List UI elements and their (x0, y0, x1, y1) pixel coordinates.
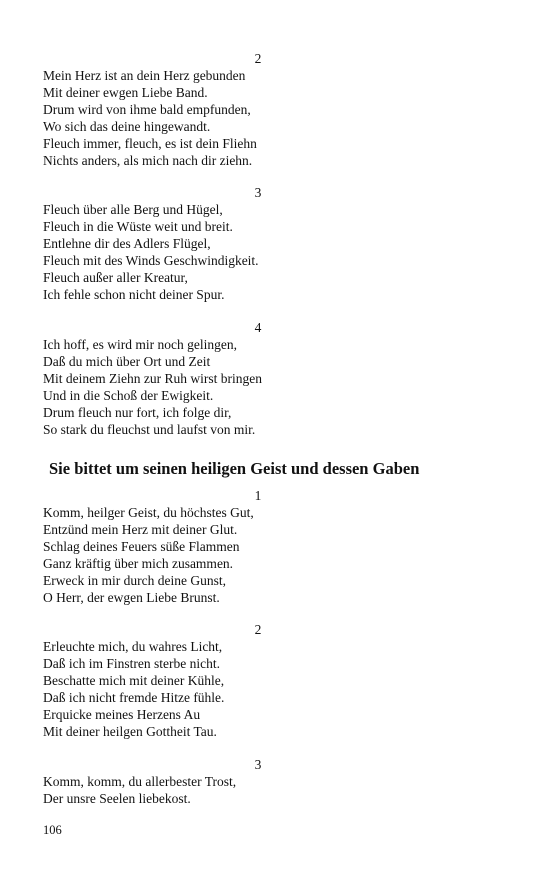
verse-line: Ich hoff, es wird mir noch gelingen, (43, 337, 237, 352)
verse-line: Wo sich das deine hingewandt. (43, 119, 211, 134)
page-number: 106 (43, 823, 62, 837)
verse-line: Komm, heilger Geist, du höchstes Gut, (43, 505, 254, 520)
stanza-number: 2 (254, 622, 262, 637)
stanza-1-3 (43, 185, 473, 303)
verse-line: Der unsre Seelen liebekost. (43, 791, 191, 806)
verse-line: Erleuchte mich, du wahres Licht, (43, 639, 223, 654)
stanza-1-4 (43, 320, 473, 438)
verse-line: Mit deiner heilgen Gottheit Tau. (43, 724, 217, 739)
stanza-number: 3 (254, 757, 262, 772)
stanza-number: 1 (254, 488, 262, 503)
verse-line: Fleuch über alle Berg und Hügel, (43, 202, 223, 217)
verse-line: Erquicke meines Herzens Au (43, 707, 201, 722)
verse-line: Daß ich im Finstren sterbe nicht. (43, 656, 220, 671)
verse-line: Schlag deines Feuers süße Flammen (43, 539, 240, 554)
verse-line: So stark du fleuchst und laufst von mir. (43, 422, 256, 437)
verse-line: Mit deinem Ziehn zur Ruh wirst bringen (43, 371, 262, 386)
verse-line: O Herr, der ewgen Liebe Brunst. (43, 590, 220, 605)
verse-line: Fleuch außer aller Kreatur, (43, 270, 188, 285)
verse-line: Fleuch mit des Winds Geschwindigkeit. (43, 253, 259, 268)
verse-line: Beschatte mich mit deiner Kühle, (43, 673, 225, 688)
stanza-number: 4 (254, 320, 262, 335)
verse-line: Mit deiner ewgen Liebe Band. (43, 85, 208, 100)
stanza-2-2 (43, 622, 473, 740)
verse-line: Drum fleuch nur fort, ich folge dir, (43, 405, 232, 420)
stanza-2-1 (43, 488, 473, 606)
stanza-2-3 (43, 757, 473, 807)
poem-title: Sie bittet um seinen heiligen Geist und dessen Gaben (49, 459, 420, 478)
verse-line: Ich fehle schon nicht deiner Spur. (43, 287, 225, 302)
verse-line: Ganz kräftig über mich zusammen. (43, 556, 234, 571)
verse-line: Drum wird von ihme bald empfunden, (43, 102, 251, 117)
verse-line: Und in die Schoß der Ewigkeit. (43, 388, 214, 403)
verse-line: Daß ich nicht fremde Hitze fühle. (43, 690, 225, 705)
verse-line: Entzünd mein Herz mit deiner Glut. (43, 522, 238, 537)
verse-line: Daß du mich über Ort und Zeit (43, 354, 211, 369)
verse-line: Erweck in mir durch deine Gunst, (43, 573, 226, 588)
verse-line: Nichts anders, als mich nach dir ziehn. (43, 153, 253, 168)
verse-line: Entlehne dir des Adlers Flügel, (43, 236, 211, 251)
verse-line: Fleuch in die Wüste weit und breit. (43, 219, 233, 234)
stanza-number: 3 (254, 185, 262, 200)
verse-line: Komm, komm, du allerbester Trost, (43, 774, 237, 789)
verse-line: Mein Herz ist an dein Herz gebunden (43, 68, 246, 83)
stanza-number: 2 (254, 51, 262, 66)
stanza-1-2 (43, 51, 473, 169)
verse-line: Fleuch immer, fleuch, es ist dein Fliehn (43, 136, 257, 151)
